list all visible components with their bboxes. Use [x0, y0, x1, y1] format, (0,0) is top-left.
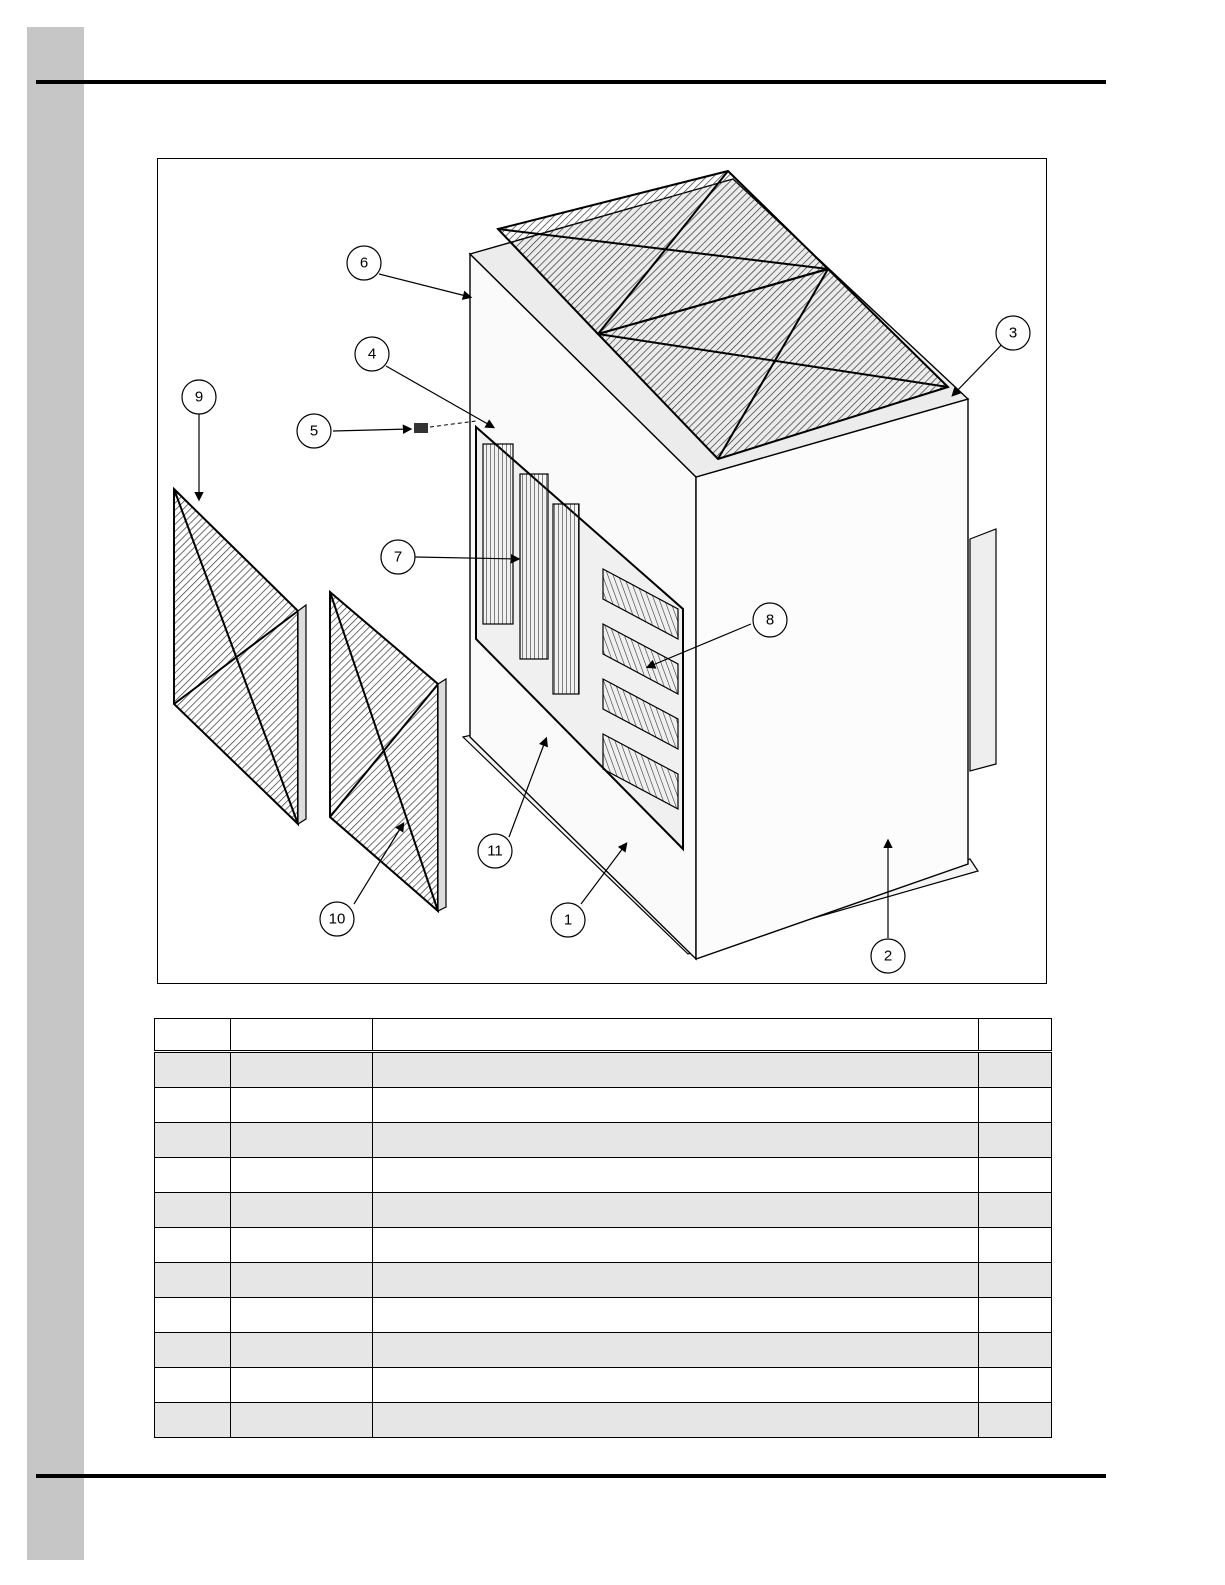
table-cell — [155, 1052, 231, 1088]
table-cell — [231, 1228, 373, 1263]
parts-table-body — [155, 1052, 1052, 1438]
table-row — [155, 1263, 1052, 1298]
header-rule — [36, 80, 1106, 84]
table-cell — [231, 1123, 373, 1158]
callout-9-number: 9 — [194, 388, 204, 406]
table-cell — [979, 1298, 1052, 1333]
table-row — [155, 1193, 1052, 1228]
table-cell — [231, 1368, 373, 1403]
table-cell — [231, 1052, 373, 1088]
table-cell — [373, 1158, 979, 1193]
table-cell — [231, 1088, 373, 1123]
table-cell — [231, 1403, 373, 1438]
table-cell — [231, 1263, 373, 1298]
table-cell — [373, 1403, 979, 1438]
column-header — [979, 1019, 1052, 1052]
table-cell — [155, 1088, 231, 1123]
table-cell — [979, 1403, 1052, 1438]
table-cell — [979, 1088, 1052, 1123]
column-header — [155, 1019, 231, 1052]
table-cell — [155, 1123, 231, 1158]
callout-11-number: 11 — [487, 842, 503, 860]
callout-5-number: 5 — [309, 422, 319, 440]
parts-table-header — [155, 1019, 1052, 1052]
table-cell — [979, 1193, 1052, 1228]
table-row — [155, 1123, 1052, 1158]
table-cell — [155, 1228, 231, 1263]
callout-3-number: 3 — [1008, 324, 1018, 342]
table-cell — [231, 1333, 373, 1368]
table-cell — [155, 1298, 231, 1333]
table-row — [155, 1228, 1052, 1263]
table-cell — [373, 1333, 979, 1368]
table-cell — [155, 1403, 231, 1438]
table-cell — [373, 1263, 979, 1298]
table-row — [155, 1052, 1052, 1088]
callout-6-number: 6 — [359, 254, 369, 272]
table-cell — [373, 1228, 979, 1263]
table-row — [155, 1158, 1052, 1193]
page-side-bar — [27, 27, 84, 1560]
footer-rule — [36, 1474, 1106, 1478]
table-cell — [979, 1228, 1052, 1263]
callout-10-number: 10 — [328, 910, 346, 928]
callout-2-number: 2 — [883, 947, 893, 965]
callout-1-number: 1 — [563, 911, 573, 929]
table-row — [155, 1368, 1052, 1403]
column-header — [373, 1019, 979, 1052]
callout-7-number: 7 — [393, 548, 403, 566]
table-row — [155, 1333, 1052, 1368]
table-cell — [231, 1193, 373, 1228]
table-cell — [979, 1052, 1052, 1088]
table-cell — [979, 1158, 1052, 1193]
table-cell — [373, 1088, 979, 1123]
table-row — [155, 1088, 1052, 1123]
table-cell — [979, 1368, 1052, 1403]
exploded-view-drawing — [158, 159, 1046, 983]
table-cell — [155, 1158, 231, 1193]
table-cell — [979, 1333, 1052, 1368]
table-row — [155, 1403, 1052, 1438]
table-cell — [231, 1158, 373, 1193]
table-cell — [979, 1123, 1052, 1158]
table-cell — [231, 1298, 373, 1333]
column-header — [231, 1019, 373, 1052]
callout-4-number: 4 — [367, 345, 377, 363]
table-cell — [155, 1368, 231, 1403]
table-cell — [373, 1123, 979, 1158]
table-cell — [979, 1263, 1052, 1298]
table-row — [155, 1298, 1052, 1333]
exploded-view-figure — [157, 158, 1047, 984]
table-cell — [373, 1052, 979, 1088]
callout-8-number: 8 — [765, 611, 775, 629]
table-cell — [155, 1193, 231, 1228]
table-cell — [373, 1193, 979, 1228]
table-cell — [155, 1263, 231, 1298]
table-cell — [155, 1333, 231, 1368]
table-cell — [373, 1368, 979, 1403]
table-cell — [373, 1298, 979, 1333]
parts-list-table — [154, 1018, 1052, 1438]
